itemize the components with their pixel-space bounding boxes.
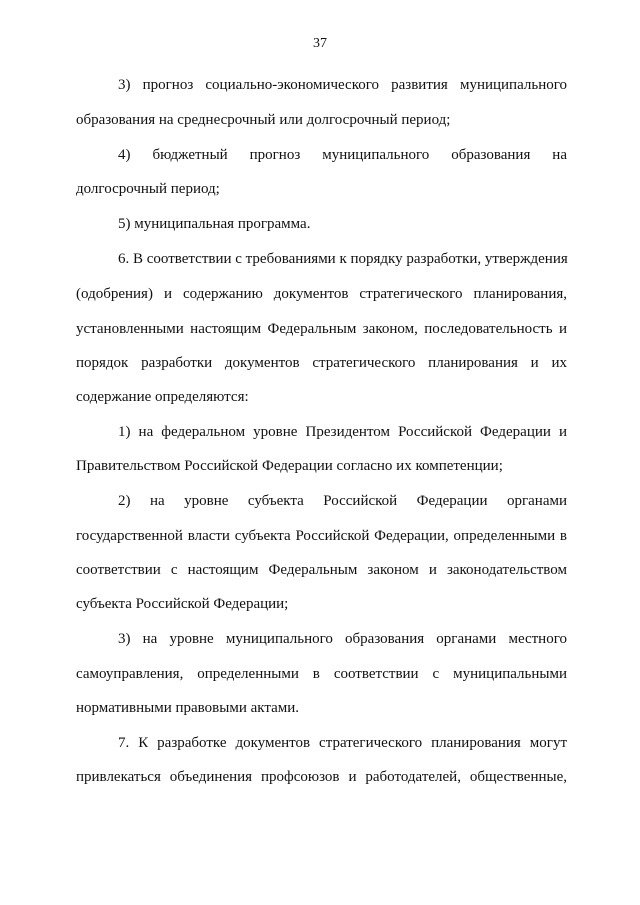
page-number: 37 (313, 36, 327, 51)
text-line: содержание определяются: (76, 389, 249, 405)
text-line: Правительством Российской Федерации согласно их компетенции; (76, 458, 503, 474)
text-line: самоуправления, определенными в соответствии с муниципальными (76, 666, 567, 682)
text-line: соответствии с настоящим Федеральным законом и законодательством (76, 562, 567, 578)
text-line: 5) муниципальная программа. (118, 216, 311, 232)
text-line: 3) прогноз социально-экономического развития муниципального (118, 77, 567, 93)
text-line: 2) на уровне субъекта Российской Федерации органами (118, 493, 567, 509)
text-line: долгосрочный период; (76, 181, 220, 197)
text-line: установленными настоящим Федеральным законом, последовательность и (76, 321, 567, 337)
text-line: субъекта Российской Федерации; (76, 596, 289, 612)
text-line: 1) на федеральном уровне Президентом Российской Федерации и (118, 424, 567, 440)
text-line: порядок разработки документов стратегического планирования и их (76, 355, 567, 371)
text-line: государственной власти субъекта Российской Федерации, определенными в (76, 528, 567, 544)
text-line: 4) бюджетный прогноз муниципального образования на (118, 147, 567, 163)
text-line: привлекаться объединения профсоюзов и работодателей, общественные, (76, 769, 567, 785)
text-line: нормативными правовыми актами. (76, 700, 300, 716)
text-line: 6. В соответствии с требованиями к порядку разработки, утверждения (118, 251, 568, 267)
text-line: 7. К разработке документов стратегического планирования могут (118, 735, 567, 751)
text-line: 3) на уровне муниципального образования органами местного (118, 631, 567, 647)
text-line: (одобрения) и содержанию документов стратегического планирования, (76, 286, 567, 302)
text-line: образования на среднесрочный или долгосрочный период; (76, 112, 451, 128)
